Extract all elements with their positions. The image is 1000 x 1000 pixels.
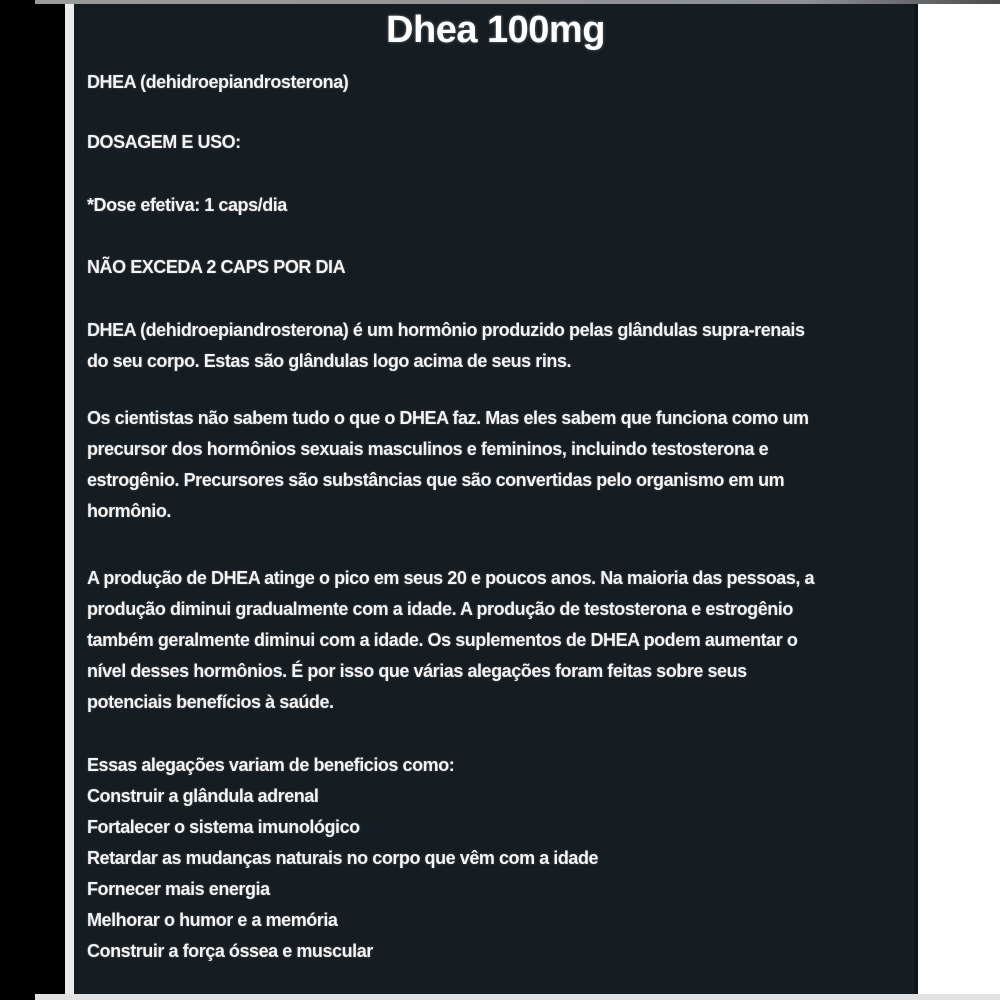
paragraph-line: potenciais benefícios à saúde. [87,692,334,712]
paragraph-line: estrogênio. Precursores são substâncias que são convertidas pelo organismo em um [87,470,785,490]
paragraph-line: produção diminui gradualmente com a idade. A produção de testosterona e estrogênio [87,599,793,619]
paragraph-scientists [87,403,904,527]
page-title: Dhea 100mg [386,9,605,51]
product-name-line: DHEA (dehidroepiandrosterona) [87,72,349,92]
paragraph-line: do seu corpo. Estas são glândulas logo acima de seus rins. [87,351,572,371]
claim-item: Melhorar o humor e a memória [87,910,338,930]
product-description-panel [65,3,918,994]
warning-line: NÃO EXCEDA 2 CAPS POR DIA [87,257,346,277]
paragraph-line: nível desses hormônios. É por isso que várias alegações foram feitas sobre seus [87,661,747,681]
description-content [74,3,918,967]
claim-item: Construir a força óssea e muscular [87,941,373,961]
dosage-heading: DOSAGEM E USO: [87,132,241,152]
page-right-margin [918,3,1000,1000]
paragraph-line: A produção de DHEA atinge o pico em seus 20 e poucos anos. Na maioria das pessoas, a [87,568,815,588]
paragraph-production [87,563,904,718]
paragraph-what-is-dhea [87,315,904,377]
paragraph-line: DHEA (dehidroepiandrosterona) é um hormônio produzido pelas glândulas supra-renais [87,320,805,340]
claim-item: Fornecer mais energia [87,879,270,899]
effective-dose-line: *Dose efetiva: 1 caps/dia [87,195,287,215]
claims-intro: Essas alegações variam de beneficios como: [87,755,455,775]
frame-bottom-edge [35,994,1000,1000]
paragraph-line: também geralmente diminui com a idade. Os suplementos de DHEA podem aumentar o [87,630,798,650]
claims-list [87,781,904,967]
claim-item: Retardar as mudanças naturais no corpo que vêm com a idade [87,848,599,868]
paragraph-line: Os cientistas não sabem tudo o que o DHEA faz. Mas eles sabem que funciona como um [87,408,809,428]
frame-top-edge [35,0,1000,4]
claim-item: Fortalecer o sistema imunológico [87,817,360,837]
paragraph-line: hormônio. [87,501,171,521]
paragraph-line: precursor dos hormônios sexuais masculinos e femininos, incluindo testosterona e [87,439,769,459]
claim-item: Construir a glândula adrenal [87,786,319,806]
